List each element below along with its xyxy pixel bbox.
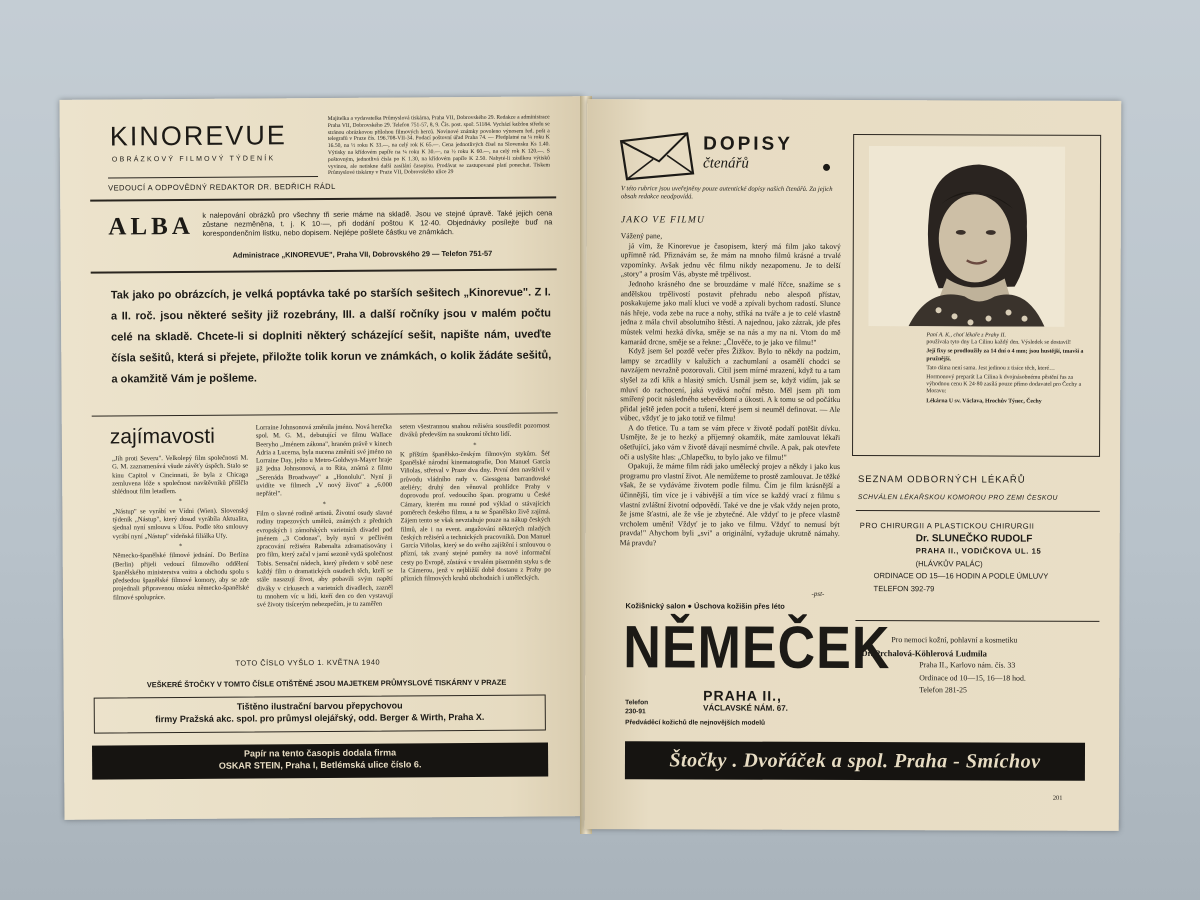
notice-bottom-rule (92, 412, 558, 416)
doctor1-block (860, 520, 1096, 596)
letter-paragraph: Opakuji, že máme film rádi jako umělecký projev a někdy i jako kus programu pro vlastní život. Ale nemůžeme to prostě zamlouvat. Je těžké však, že se vydáváme životem podle filmu. Čím je film krásnější a účinnější, tím více je i vábivější a tím více se každý vrací z filmu s vlastní zvláštní životní odpovědí. Také ve dne je však vždy nejen proto, že jsme šťastni, ale že vše je zbytečné. Ale vždyť to je přece vlastně vrcholem umění! Vždyť je to jako ve filmu. Vždyť to nemusí být pravda!" Ahychom byli „svi" a originální, vyžaduje ukrutně námahy. Má pravdu? (619, 461, 841, 548)
alba-text: k nalepování obrázků pro všechny tři serie máme na skladě. Jsou ve stejné úpravě. Také jejich cena zůstane nezměněna, t. j. K 10·—, při dodání poštou K 12·40. Objednávky posílejte buď na korespondenčním lístku, nebo dopisem. Nejlépe pošlete částku ve známkách. (202, 208, 553, 238)
doctor-divider (855, 620, 1099, 622)
nemecek-address: VÁCLAVSKÉ NÁM. 67. (703, 703, 788, 713)
news-item: Německo-španělské filmové jednání. Do Berlína (Berlin) přijeli vedoucí filmového oddělení španělského ministerstva vnitra a obchodu spolu s předsedou španělské filmové komory, aby se zde projednali připravenou otázku německo-španělské filmové spolupráce. (112, 551, 249, 602)
print-box-line2: firmy Pražská akc. spol. pro průmysl olejářský, odd. Berger & Wirth, Praha X. (155, 711, 485, 725)
doctor2-address: Praha II., Karlovo nám. čís. 33 (919, 660, 1016, 670)
news-item: Lorraine Johnsonová změnila jméno. Nová herečka spol. M. G. M., debutující ve filmu Wallace Beeryho „Jménem zákona", hraném právě v kinech Adria a Lucerna, byla nucena změniti své jméno na Lorraine Day, ježto u Metro-Goldwyn-Mayer hraje již jedna Johnsonová, a to Rita, známá z filmu „Serenáda Broadwaye" a „Honolulu". Nyní ji uvidíte ve filmech „V nový život" a „6.000 nepřátel". (255, 423, 393, 498)
portrait-photo (868, 146, 1065, 327)
dopisy-subtitle: čtenářů (703, 155, 749, 172)
separator-star: * (473, 441, 477, 449)
left-page (59, 96, 588, 820)
news-item: „Nástup" se vyrábí ve Vídni (Wien). Slovenský týdeník „Nástup", který dosud vyrábíla Aktualita, sjednal nyní smlouvu s Ufou. Podle této smlouvy vyrábí nyní „Nástup" vídeňská filiálka Ufy. (112, 507, 249, 541)
issue-date: TOTO ČÍSLO VYŠLO 1. KVĚTNA 1940 (235, 657, 381, 668)
news-item: K příštím španělsko-českým filmovým stykům. Šéf španělské národní kinematografie, Don Manuel García Viñolas, střetval v Praze dva dny. První den navštívil v průvodu vládního rady v. Giessgena barrandovské ateliéry; druhý den věnoval prohlídce Prahy v doprovodu prof. vedoucího špan. programu u České Cámary, kterém mu ronné pod výklad o stávajících poměrech českého filmu, a tu se Španělsko živě zajímá. Zájem tento se však nevztahuje pouze na nákup českých filmů, ale i na event. angažování některých mladých českých režisérů a technických pracovníků. Don Manuel García Viñolas, který se do svého zajištění i smlouvou o přízní, tak zvaný stejné poměry na nové informační cesty po Evropě, zůstává v trvalém písemném styku s de la Cámerou, jenž v nejbližší době dostanu z Prahy po přízních filmových kruhů obchodních i uměleckých. (399, 450, 551, 583)
portrait-image (868, 146, 1065, 327)
zajimavosti-col3 (400, 422, 552, 651)
doctor2-phone: Telefon 281-25 (919, 685, 967, 695)
doctor1-hours: ORDINACE OD 15—16 HODIN A PODLE ÚMLUVY (873, 571, 1049, 581)
separator-star: * (178, 498, 182, 506)
nemecek-city: PRAHA II., (703, 687, 782, 704)
page-number: 201 (1052, 794, 1063, 802)
letter-paragraph: Vážený pane, (620, 231, 663, 241)
letter-title: JAKO VE FILMU (620, 215, 706, 226)
dopisy-intro: V této rubrice jsou uveřejněny pouze autentické dopisy našich čtenářů. Za jejich obsah redakce neodpovídá. (620, 185, 833, 201)
separator-star: * (178, 542, 183, 550)
nemecek-phone: 230-91 (625, 708, 646, 716)
doctor1-specialty: PRO CHIRURGII A PLASTICKOU CHIRURGII (859, 521, 1035, 531)
caption-line: Hormonový preparát La Cilina k dvojnásobnému pěstění řas za výhodnou cenu K 24·80 zasílá pouze přímo dodavatel pro Čechy a Moravu: (926, 374, 1082, 395)
letter-body (620, 231, 841, 592)
masthead-rule (108, 176, 318, 178)
doctor2-specialty: Pro nemoci kožní, pohlavní a kosmetiku (891, 635, 1018, 645)
masthead-subtitle: OBRÁZKOVÝ FILMOVÝ TÝDENÍK (111, 155, 276, 164)
zajimavosti-col2 (256, 424, 394, 653)
doctor1-address: PRAHA II., VODIČKOVA UL. 15 (915, 546, 1042, 556)
doctor1-phone: TELEFON 392-79 (873, 583, 935, 593)
paper-bar-line1: Papír na tento časopis dodala firma (243, 747, 397, 759)
nemecek-name: NĚMEČEK (623, 614, 891, 682)
news-item: „Jih proti Severu". Velkolepý film společnosti M. G. M. zaznamenává všude závěťy úspěch. Stalo se kinu Capitol v Cincinnati, že byla z Chicaga zemluvena lóže s společnost navštěvníků přišlčla shlédnout film letadlem. (111, 454, 249, 496)
letter-paragraph: Jednoho krásného dne se brouzdáme v malé říčce, snažíme se s andělskou trpělivostí postavit přehradu nebo alespoň přístav, poskakujeme jako malí kluci ve vodě a zpívali bychom radostí. Slunce nás hřeje, voda zebe na ruce a nohy, stříká na tváře a je to celé vlastně jedna z mála chvil absolutního štěstí. A najednou, jako zázrak, jde přes můstek velmi hezká dívka, směje se na nás a my na ni. Vtom do mě kamarád drcne, směje se a řekne: „Člověče, to je jako ve filmu!" (620, 279, 841, 347)
doctor2-block (861, 634, 1097, 697)
paper-bar-line2: OSKAR STEIN, Praha I, Betlémská ulice číslo 6. (218, 759, 422, 771)
nemecek-footer: Předváděcí kožichů dle nejnovějších modelů (625, 719, 766, 727)
stocky-bar: Štočky . Dvořáček a spol. Praha - Smíchov (625, 741, 1085, 781)
envelope-icon (617, 129, 697, 183)
doctor2-hours: Ordinace od 10—15, 16—18 hod. (919, 672, 1026, 683)
nemecek-tagline: Kožišnický salon ● Úschova kožišin přes léto (625, 601, 785, 611)
zajimavosti-col1 (112, 455, 249, 654)
doctor1-name: Dr. SLUNEČKO RUDOLF (915, 532, 1033, 545)
doctor2-name: Dr. Prchalová-Köhlerová Ludmila (861, 647, 988, 658)
right-page (585, 99, 1122, 831)
caption-line: Tato dáma není sama. Jest jedinou z tisíce těch, které… (926, 365, 1055, 372)
masthead-info: Majitelka a vydavatelka Průmyslová tiskárna, Praha VII, Dobrovského 29. Redakce a administrace Praha VII, Dobrovského 29. Telefon 751-57, 8, 9. Čís. post. spoř. 51184. Vychází každou středu se stránou obrázkovou přílohou filmových herců. Novinové známky povoleno výnosem řed. pošt a telegrafů v Praze čís. 196.708-VII-34. Podací poštovní úřad Praha 74. — Předplatné na ¼ roku K 16.50, na ½ roku K 33.—, na celý rok K 65.—. Cena jednotlivých čísel na Slovensku Ks 1.40. Výtisky na křídovém papíře na ¼ roku K 30.—, na ½ roku K 60.—, na celý rok K 120.—. S poštovným, jednotlivá čísla po K 1.30, na křídovém papíře K 2.50. Nabyté-li zásilkou výtisků vyvinou, ale netiskne další zasílání časopisu. Prodávat se zastupované platí ponechat. Tiskem Průmyslové tiskárny v Praze VII, Dobrovského ulice 29 (327, 114, 550, 177)
stocky-notice: VEŠKERÉ ŠTOČKY V TOMTO ČÍSLE OTIŠTĚNÉ JSOU MAJETKEM PRŮMYSLOVÉ TISKÁRNY V PRAZE (146, 677, 507, 690)
seznam-subtitle: SCHVÁLEN LÉKAŘSKOU KOMOROU PRO ZEMI ČESKOU (857, 494, 1058, 502)
separator-star: * (322, 500, 326, 508)
masthead-bottom-rule (90, 196, 556, 201)
seznam-title: SEZNAM ODBORNÝCH LÉKAŘŮ (857, 474, 1026, 486)
news-item: Film o slavné rodině artistů. Životní osudy slavné rodiny trapezových umělců, známých z předních evropských i zámořských varietních divadel pod jménem „3 Codonas", byly nyní v pečlivém zpracování režiséra Rabenalta zdramatisovány i pro film, který začal v jarní sezoně vydá společnost Tobis. Sensační nádech, který předem v sobě nese každý film o dramatických osudech těch, kteří se stále nasazují život, aby pobavili svým napětí diváky v cirkusech a varietních divadlech, zazněl tu mnohem víc u lidí, kteří den co den vystavují své životy tisícerým nebezpečím, je tu zaměřen (256, 509, 393, 609)
news-item: setem všestrannou snahou režiséra soustředit pozornost diváků především na soukromí těchto lidí. (399, 422, 550, 439)
caption-line: Paní A. K., choť lékaře z Prahy II. (926, 332, 1006, 339)
back-issues-notice: Tak jako po obrázcích, je velká poptávka také po starších sešitech „Kinorevue". Z I. a II. roč. jsou některé sešity již rozebrány, III. a další ročníky jsou v malém počtu celé na skladě. Chcete-li si doplniti některý scházející sešit, napište nám, uveďte čísla sešitů, která si přejete, přiložte tolik korun ve známkách, o kolik žádáte sešitů, a okamžitě Vám je pošleme. (110, 286, 552, 386)
letter-paragraph: Když jsem šel pozdě večer přes Žižkov. Bylo to někdy na podzim, lampy se zrcadlily v kalužích a zachumlaní a osamělí chodci se navzájem nevražně pozorovali. Cítil jsem mírné mrazení, když tu a tam slyšel za zdí křik a hlasitý smích. Usmál jsem se, když vidím, jak se mluví do rachocení, jaká vydává noční město. Měl jsem při tom smířený pocit následného sebevědomí a úkosti. A k tomu se od počátku přidal ještě jeden pocit a tušení, které jsem si neuměl definovat. — Ale vůbec, vždyť je to jako totiž ve filmu! (620, 346, 841, 423)
photo-caption (926, 332, 1090, 405)
letter-signature: -pst- (811, 589, 825, 598)
nemecek-phone-label: Telefon (625, 699, 649, 707)
print-box-line1: Tištěno ilustrační barvou přepychovou (236, 700, 403, 712)
dopisy-title: DOPISY (703, 133, 793, 155)
alba-title: ALBA (108, 212, 194, 241)
seznam-rule (856, 510, 1100, 512)
letter-paragraph: já vím, že Kinorevue je časopisem, který má film jako takový upřímně rád. Přiznávám se, že mám na mnoho filmů krásné a trvalé vzpomínky. Avšak jednu věc filmu nikdy nezapomenu. Je to delší „story" a prosím Vás, abyste mě trpělivost. (620, 240, 841, 280)
caption-line: Její fixy se prodloužily za 14 dní o 4 mm; jsou hustější, tmavší a pružnější. (926, 348, 1084, 362)
alba-address: Administrace „KINOREVUE", Praha VII, Dobrovského 29 — Telefon 751-57 (232, 248, 493, 260)
alba-bottom-rule (91, 268, 557, 273)
zajimavosti-title: zajímavosti (109, 424, 215, 449)
doctor1-building: (HLÁVKŮV PALÁC) (915, 558, 983, 568)
letter-paragraph: A do třetice. Tu a tam se vám přece v životě podaří potěšit dívku. Usmějte, že je to hezký a příjemný okamžik, máte zamlouvat lékaři ošetřující, jako vám v životě dávají nesmírné chvíle. A pak, pak otevřete oči a uslyšíte hlas: „Chlapečku, to bylo jako ve filmu!" (620, 423, 841, 462)
dopisy-dot (823, 164, 830, 171)
paper-bar (92, 742, 548, 779)
caption-line: používala tyto dny La Cilinu každý den. Výsledek se dostavil! (926, 339, 1071, 346)
masthead-editor: VEDOUCÍ A ODPOVĚDNÝ REDAKTOR DR. BEDŘICH RÁDL (108, 181, 336, 193)
masthead-title: KINOREVUE (109, 120, 287, 152)
caption-line: Lékárna U sv. Václava, Hrochův Týnec, Čechy (926, 397, 1042, 405)
print-box (94, 694, 546, 733)
